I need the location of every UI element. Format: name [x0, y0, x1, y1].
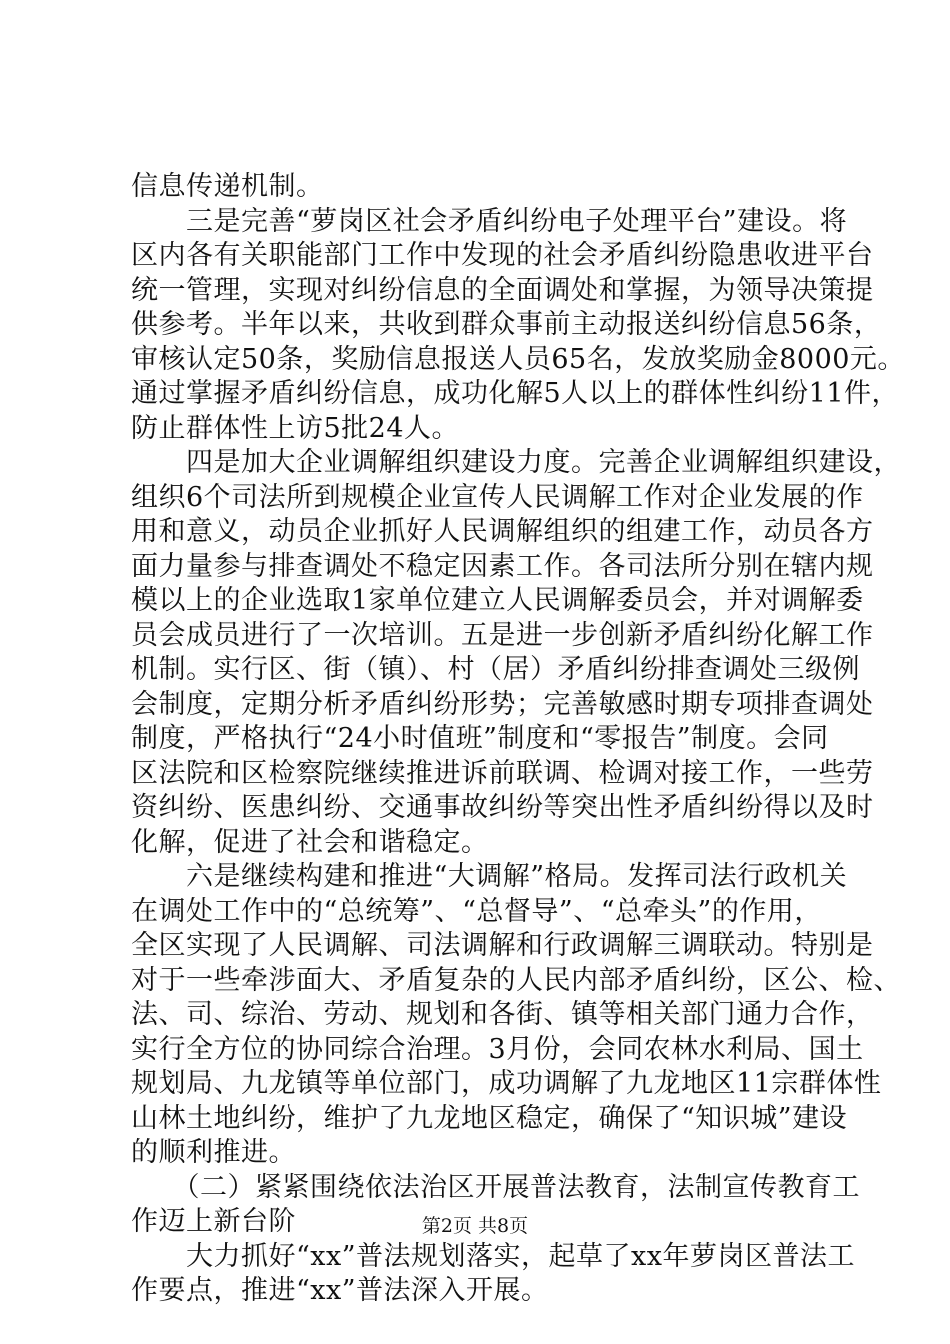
text-line: 作迈上新台阶: [131, 1206, 296, 1237]
text-line: 三是完善“萝岗区社会矛盾纠纷电子处理平台”建设。将: [131, 205, 848, 237]
text-line: 用和意义，动员企业抓好人民调解组织的组建工作，动员各方: [131, 516, 874, 547]
text-line: 通过掌握矛盾纠纷信息，成功化解5人以上的群体性纠纷11件，: [131, 378, 900, 409]
text-line: 区内各有关职能部门工作中发现的社会矛盾纠纷隐患收进平台: [131, 240, 874, 271]
text-line: 规划局、九龙镇等单位部门，成功调解了九龙地区11宗群体性: [131, 1068, 882, 1099]
text-line: 资纠纷、医患纠纷、交通事故纠纷等突出性矛盾纠纷得以及时: [131, 792, 874, 823]
text-line: 模以上的企业选取1家单位建立人民调解委员会，并对调解委: [131, 585, 864, 616]
text-line: 对于一些牵涉面大、矛盾复杂的人民内部矛盾纠纷，区公、检、: [131, 964, 901, 996]
text-line: 信息传递机制。: [131, 171, 324, 202]
text-line: 六是继续构建和推进“大调解”格局。发挥司法行政机关: [131, 861, 848, 892]
text-line: 大力抓好“xx”普法规划落实，起草了xx年萝岗区普法工: [131, 1240, 856, 1272]
text-line: 统一管理，实现对纠纷信息的全面调处和掌握，为领导决策提: [131, 274, 874, 306]
text-line: 会制度，定期分析矛盾纠纷形势；完善敏感时期专项排查调处: [131, 688, 874, 720]
text-line: 员会成员进行了一次培训。五是进一步创新矛盾纠纷化解工作: [131, 619, 874, 651]
text-line: 审核认定50条，奖励信息报送人员65名，发放奖励金8000元。: [131, 343, 905, 375]
text-line: 在调处工作中的“总统筹”、“总督导”、“总牵头”的作用，: [131, 895, 822, 927]
text-line: 组织6个司法所到规模企业宣传人民调解工作对企业发展的作: [131, 481, 864, 513]
text-line: 区法院和区检察院继续推进诉前联调、检调对接工作，一些劳: [131, 757, 874, 789]
page-footer: 第2页 共8页: [421, 1215, 529, 1237]
text-line: 的顺利推进。: [131, 1137, 296, 1168]
text-line: （二）紧紧围绕依法治区开展普法教育，法制宣传教育工: [131, 1171, 860, 1203]
text-line: 面力量参与排查调处不稳定因素工作。各司法所分别在辖内规: [131, 550, 874, 582]
text-line: 化解，促进了社会和谐稳定。: [131, 826, 489, 858]
text-line: 四是加大企业调解组织建设力度。完善企业调解组织建设，: [131, 447, 901, 478]
text-line: 防止群体性上访5批24人。: [131, 412, 460, 444]
text-line: 法、司、综治、劳动、规划和各街、镇等相关部门通力合作，: [131, 999, 874, 1030]
text-line: 全区实现了人民调解、司法调解和行政调解三调联动。特别是: [131, 930, 874, 961]
text-line: 制度，严格执行“24小时值班”制度和“零报告”制度。会同: [131, 723, 829, 754]
text-line: 作要点，推进“xx”普法深入开展。: [131, 1275, 549, 1306]
text-line: 山林土地纠纷，维护了九龙地区稳定，确保了“知识城”建设: [131, 1102, 848, 1134]
text-line: 供参考。半年以来，共收到群众事前主动报送纠纷信息56条，: [131, 309, 882, 340]
text-line: 实行全方位的协同综合治理。3月份，会同农林水利局、国土: [131, 1033, 864, 1065]
text-line: 机制。实行区、街（镇）、村（居）矛盾纠纷排查调处三级例: [131, 654, 860, 685]
